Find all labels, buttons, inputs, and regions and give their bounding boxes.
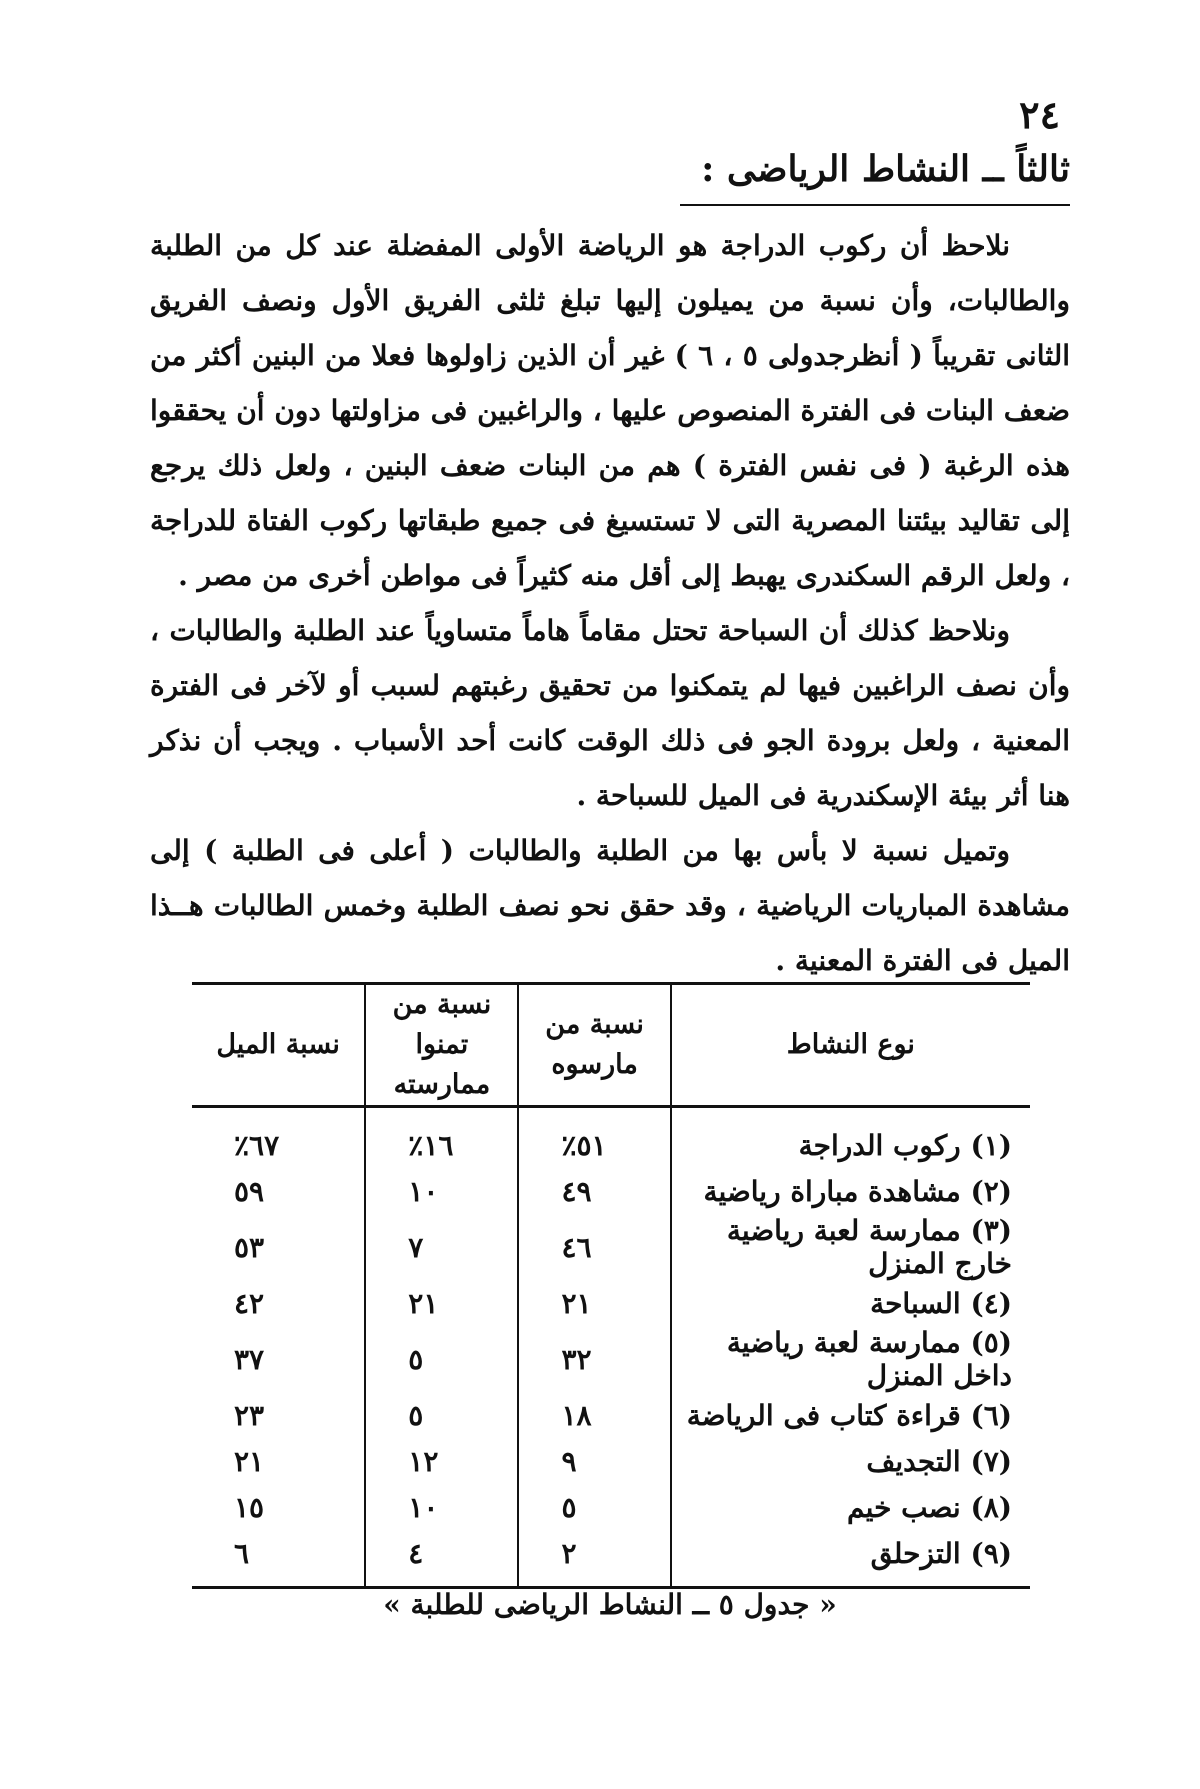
cell-practiced: ٢ bbox=[518, 1530, 670, 1588]
cell-activity: (٤) السباحة bbox=[671, 1280, 1030, 1326]
cell-practiced: ٤٩ bbox=[518, 1168, 670, 1214]
cell-wished: ١٦٪ bbox=[365, 1107, 518, 1169]
header-practiced: نسبة من مارسوه bbox=[518, 984, 670, 1107]
header-wished: نسبة من تمنوا ممارسته bbox=[365, 984, 518, 1107]
table-row bbox=[192, 1326, 1030, 1392]
cell-inclination: ٦٧٪ bbox=[234, 1128, 280, 1162]
cell-practiced: ١٨ bbox=[518, 1392, 670, 1438]
table-row bbox=[192, 1392, 1030, 1438]
cell-activity: (٦) قراءة كتاب فى الرياضة bbox=[671, 1392, 1030, 1438]
table-header-row bbox=[192, 984, 1030, 1107]
cell-wished: ١٢ bbox=[365, 1438, 518, 1484]
cell-practiced: ٤٦ bbox=[518, 1214, 670, 1280]
cell-inclination: ٥٩ bbox=[234, 1174, 265, 1208]
cell-activity: (٢) مشاهدة مباراة رياضية bbox=[671, 1168, 1030, 1214]
table-row bbox=[192, 1214, 1030, 1280]
table-caption: « جدول ٥ ــ النشاط الرياضى للطلبة » bbox=[383, 1588, 837, 1621]
body-text bbox=[150, 218, 1070, 988]
cell-wished: ٥ bbox=[365, 1392, 518, 1438]
cell-wished: ١٠ bbox=[365, 1168, 518, 1214]
cell-inclination: ٥٣ bbox=[234, 1230, 265, 1264]
cell-inclination: ٤٢ bbox=[234, 1286, 265, 1320]
cell-activity: (٣) ممارسة لعبة رياضية خارج المنزل bbox=[671, 1214, 1030, 1280]
cell-inclination: ١٥ bbox=[234, 1490, 265, 1524]
cell-wished: ١٠ bbox=[365, 1484, 518, 1530]
cell-wished: ٤ bbox=[365, 1530, 518, 1588]
cell-practiced: ٥ bbox=[518, 1484, 670, 1530]
table-row bbox=[192, 1438, 1030, 1484]
cell-wished: ٧ bbox=[365, 1214, 518, 1280]
cell-practiced: ٣٢ bbox=[518, 1326, 670, 1392]
cell-inclination: ٦ bbox=[234, 1536, 250, 1570]
table-row bbox=[192, 1107, 1030, 1169]
table-row bbox=[192, 1168, 1030, 1214]
table-row bbox=[192, 1530, 1030, 1588]
cell-activity: (٧) التجديف bbox=[671, 1438, 1030, 1484]
paragraph: نلاحظ أن ركوب الدراجة هو الرياضة الأولى المفضلة عند كل من الطلبة والطالبات، وأن نسبة من يميلون إليها تبلغ ثلثى الفريق الأول ونصف الفريق الثانى تقريباً ( أنظرجدولى ٥ ، ٦ ) غير أن الذين زاولوها فعلا من البنين أكثر من ضعف البنات فى الفترة المنصوص عليها ، والراغبين فى مزاولتها دون أن يحققوا هذه الرغبة ( فى نفس الفترة ) هم من البنات ضعف البنين ، ولعل ذلك يرجع إلى تقاليد بيئتنا المصرية التى لا تستسيغ فى جميع طبقاتها ركوب الفتاة للدراجة ، ولعل الرقم السكندرى يهبط إلى أقل منه كثيراً فى مواطن أخرى من مصر . bbox=[150, 229, 1070, 592]
header-activity: نوع النشاط bbox=[671, 984, 1030, 1107]
cell-wished: ٥ bbox=[365, 1326, 518, 1392]
section-heading: ثالثاً ــ النشاط الرياضى : bbox=[680, 148, 1070, 206]
cell-inclination: ٢١ bbox=[234, 1444, 265, 1478]
table-row bbox=[192, 1484, 1030, 1530]
cell-activity: (٥) ممارسة لعبة رياضية داخل المنزل bbox=[671, 1326, 1030, 1392]
cell-activity: (٩) التزحلق bbox=[671, 1530, 1030, 1588]
cell-activity: (١) ركوب الدراجة bbox=[671, 1107, 1030, 1169]
paragraph: ونلاحظ كذلك أن السباحة تحتل مقاماً هاماً متساوياً عند الطلبة والطالبات ، وأن نصف الراغبين فيها لم يتمكنوا من تحقيق رغبتهم لسبب أو لآخر فى الفترة المعنية ، ولعل برودة الجو فى ذلك الوقت كانت أحد الأسباب . ويجب أن نذكر هنا أثر بيئة الإسكندرية فى الميل للسباحة . bbox=[150, 614, 1070, 812]
cell-practiced: ٥١٪ bbox=[518, 1107, 670, 1169]
cell-practiced: ٢١ bbox=[518, 1280, 670, 1326]
header-inclination: نسبة الميل bbox=[192, 984, 365, 1107]
cell-practiced: ٩ bbox=[518, 1438, 670, 1484]
cell-inclination: ٣٧ bbox=[234, 1342, 265, 1376]
table-row bbox=[192, 1280, 1030, 1326]
page-number: ٢٤ bbox=[1019, 92, 1060, 137]
paragraph: وتميل نسبة لا بأس بها من الطلبة والطالبات ( أعلى فى الطلبة ) إلى مشاهدة المباريات الرياضية ، وقد حقق نحو نصف الطلبة وخمس الطالبات هــذا الميل فى الفترة المعنية . bbox=[150, 834, 1070, 977]
cell-inclination: ٢٣ bbox=[234, 1398, 265, 1432]
sports-activity-table bbox=[192, 982, 1030, 1589]
cell-wished: ٢١ bbox=[365, 1280, 518, 1326]
cell-activity: (٨) نصب خيم bbox=[671, 1484, 1030, 1530]
